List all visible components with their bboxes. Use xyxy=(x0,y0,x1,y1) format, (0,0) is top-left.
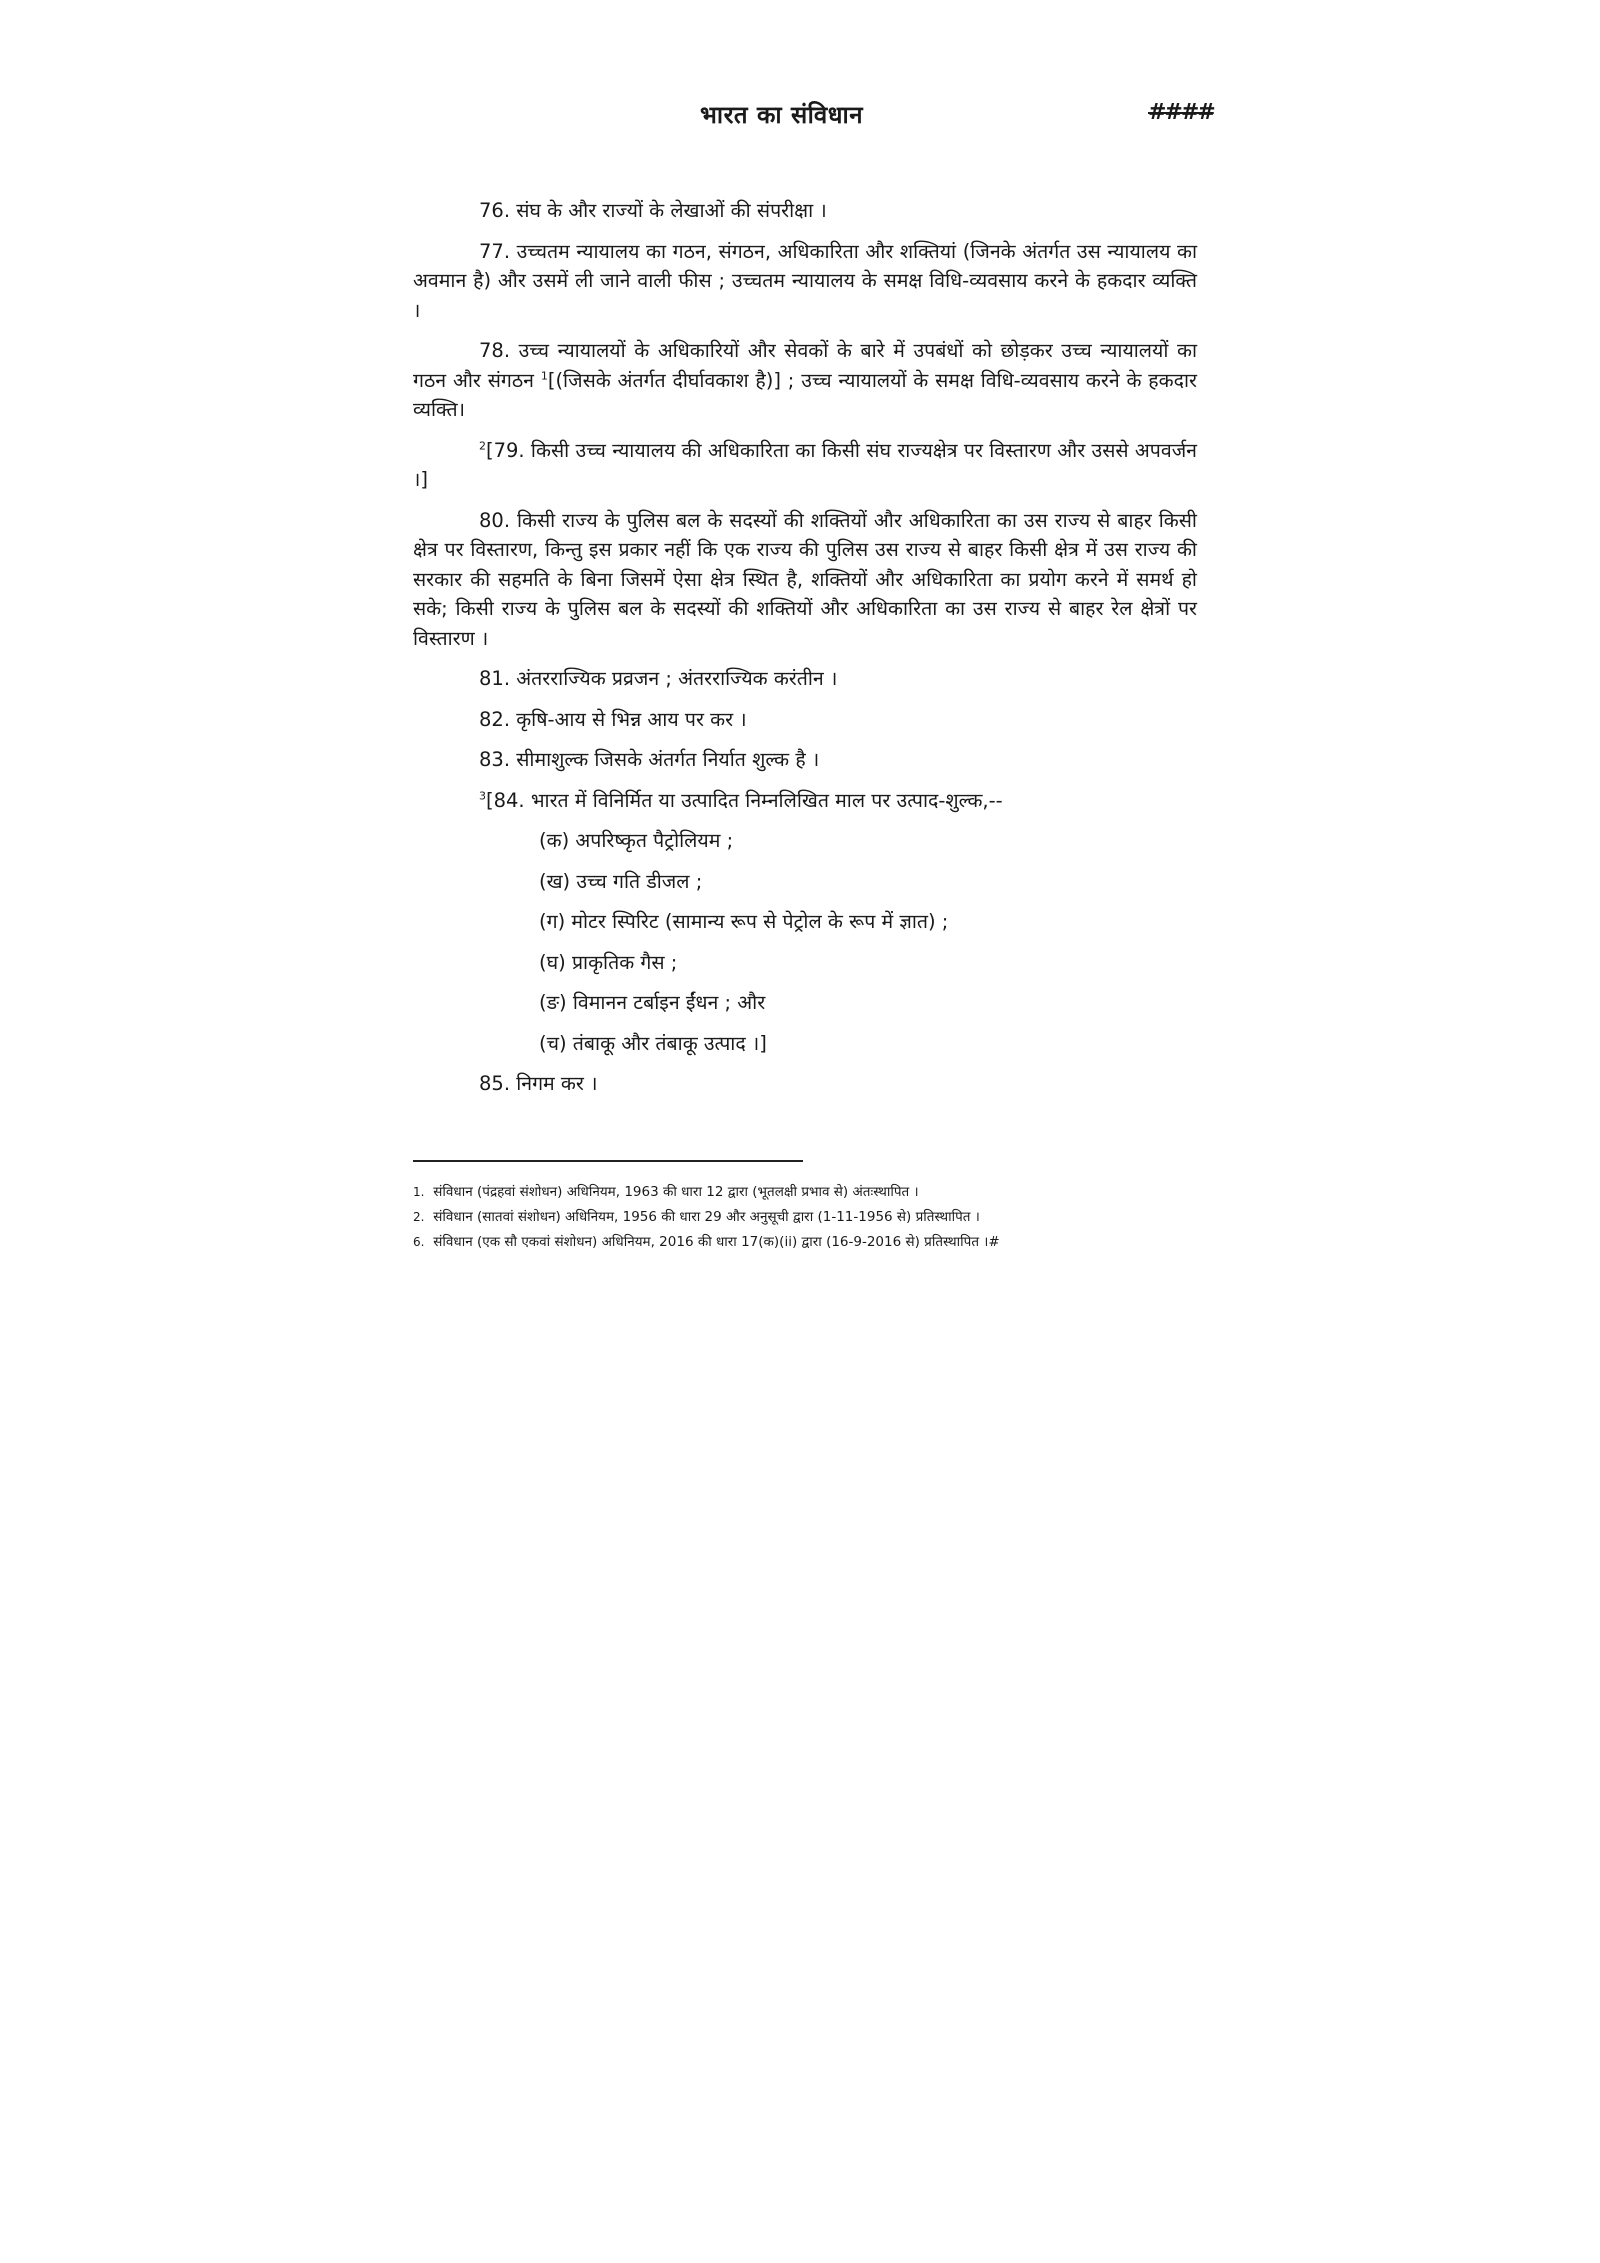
footnote-text: संविधान (एक सौ एकवां संशोधन) अधिनियम, 2016 की धारा 17(क)(ii) द्वारा (16-9-2016 से) प्रतिस्थापित ।# xyxy=(433,1234,1000,1250)
list-item: 80. किसी राज्य के पुलिस बल के सदस्यों की शक्तियों और अधिकारिता का उस राज्य से बाहर किसी क्षेत्र पर विस्तारण, किन्तु इस प्रकार नहीं कि एक राज्य की पुलिस उस राज्य से बाहर किसी क्षेत्र में उस राज्य की सरकार की सहमति के बिना जिसमें ऐसा क्षेत्र स्थित है, शक्तियों और अधिकारिता का प्रयोग करने में समर्थ हो सके; किसी राज्य के पुलिस बल के सदस्यों की शक्तियों और अधिकारिता का उस राज्य से बाहर रेल क्षेत्रों पर विस्तारण । xyxy=(413,508,1197,650)
footnote-divider xyxy=(413,1160,803,1162)
footnote xyxy=(413,1180,1213,1205)
document-body xyxy=(413,196,1197,1110)
footnote-ref: 3 xyxy=(479,789,486,802)
footnote-ref: 2 xyxy=(479,439,486,452)
list-item: $^3$[84. भारत में विनिर्मित या उत्पादित निम्नलिखित माल पर उत्पाद-शुल्क,-- xyxy=(479,788,1003,812)
page-title: भारत का संविधान xyxy=(700,101,864,129)
footnote-number: 2. xyxy=(413,1210,425,1224)
footnote-text: संविधान (पंद्रहवां संशोधन) अधिनियम, 1963 की धारा 12 द्वारा (भूतलक्षी प्रभाव से) अंतःस्थापित । xyxy=(433,1184,919,1200)
sub-item: (ङ) विमानन टर्बाइन ईंधन ; और xyxy=(539,991,766,1014)
sub-item: (ख) उच्च गति डीजल ; xyxy=(539,869,703,893)
sub-item: (क) अपरिष्कृत पैट्रोलियम ; xyxy=(539,829,734,852)
list-item: 77. उच्चतम न्यायालय का गठन, संगठन, अधिकारिता और शक्तियां (जिनके अंतर्गत उस न्यायालय का अवमान है) और उसमें ली जाने वाली फीस ; उच्चतम न्यायालय के समक्ष विधि-व्यवसाय करने के हकदार व्यक्ति । xyxy=(413,239,1197,322)
footnote-number: 1. xyxy=(413,1185,425,1199)
list-item: 81. अंतरराज्यिक प्रव्रजन ; अंतरराज्यिक करंतीन । xyxy=(479,667,838,690)
list-item: 76. संघ के और राज्यों के लेखाओं की संपरीक्षा । xyxy=(479,199,827,222)
footnote xyxy=(413,1205,1213,1230)
footnote-ref: 1 xyxy=(540,369,548,382)
page-number-mark: #### xyxy=(1148,100,1214,125)
footnote-number: 6. xyxy=(413,1235,425,1249)
list-item: 85. निगम कर । xyxy=(479,1072,598,1095)
list-item: 83. सीमाशुल्क जिसके अंतर्गत निर्यात शुल्क है । xyxy=(479,748,820,771)
footnote-text: संविधान (सातवां संशोधन) अधिनियम, 1956 की धारा 29 और अनुसूची द्वारा (1-11-1956 से) प्रतिस्थापित । xyxy=(433,1209,980,1225)
footnotes xyxy=(413,1180,1213,1255)
list-item: $^2$[79. किसी उच्च न्यायालय की अधिकारिता का किसी संघ राज्यक्षेत्र पर विस्तारण और उससे अपवर्जन ।] xyxy=(413,438,1197,491)
footnote xyxy=(413,1230,1213,1255)
sub-item: (ग) मोटर स्पिरिट (सामान्य रूप से पेट्रोल के रूप में ज्ञात) ; xyxy=(539,910,949,933)
list-item: 78. उच्च न्यायालयों के अधिकारियों और सेवकों के बारे में उपबंधों को छोड़कर उच्च न्यायालयों का गठन और संगठन $^1$[(जिसके अंतर्गत दीर्घावकाश है)] ; उच्च न्यायालयों के समक्ष विधि-व्यवसाय करने के हकदार व्यक्ति। xyxy=(413,339,1198,421)
sub-item: (घ) प्राकृतिक गैस ; xyxy=(539,950,678,974)
sub-item: (च) तंबाकू और तंबाकू उत्पाद ।] xyxy=(539,1031,767,1055)
list-item: 82. कृषि-आय से भिन्न आय पर कर । xyxy=(479,707,747,731)
